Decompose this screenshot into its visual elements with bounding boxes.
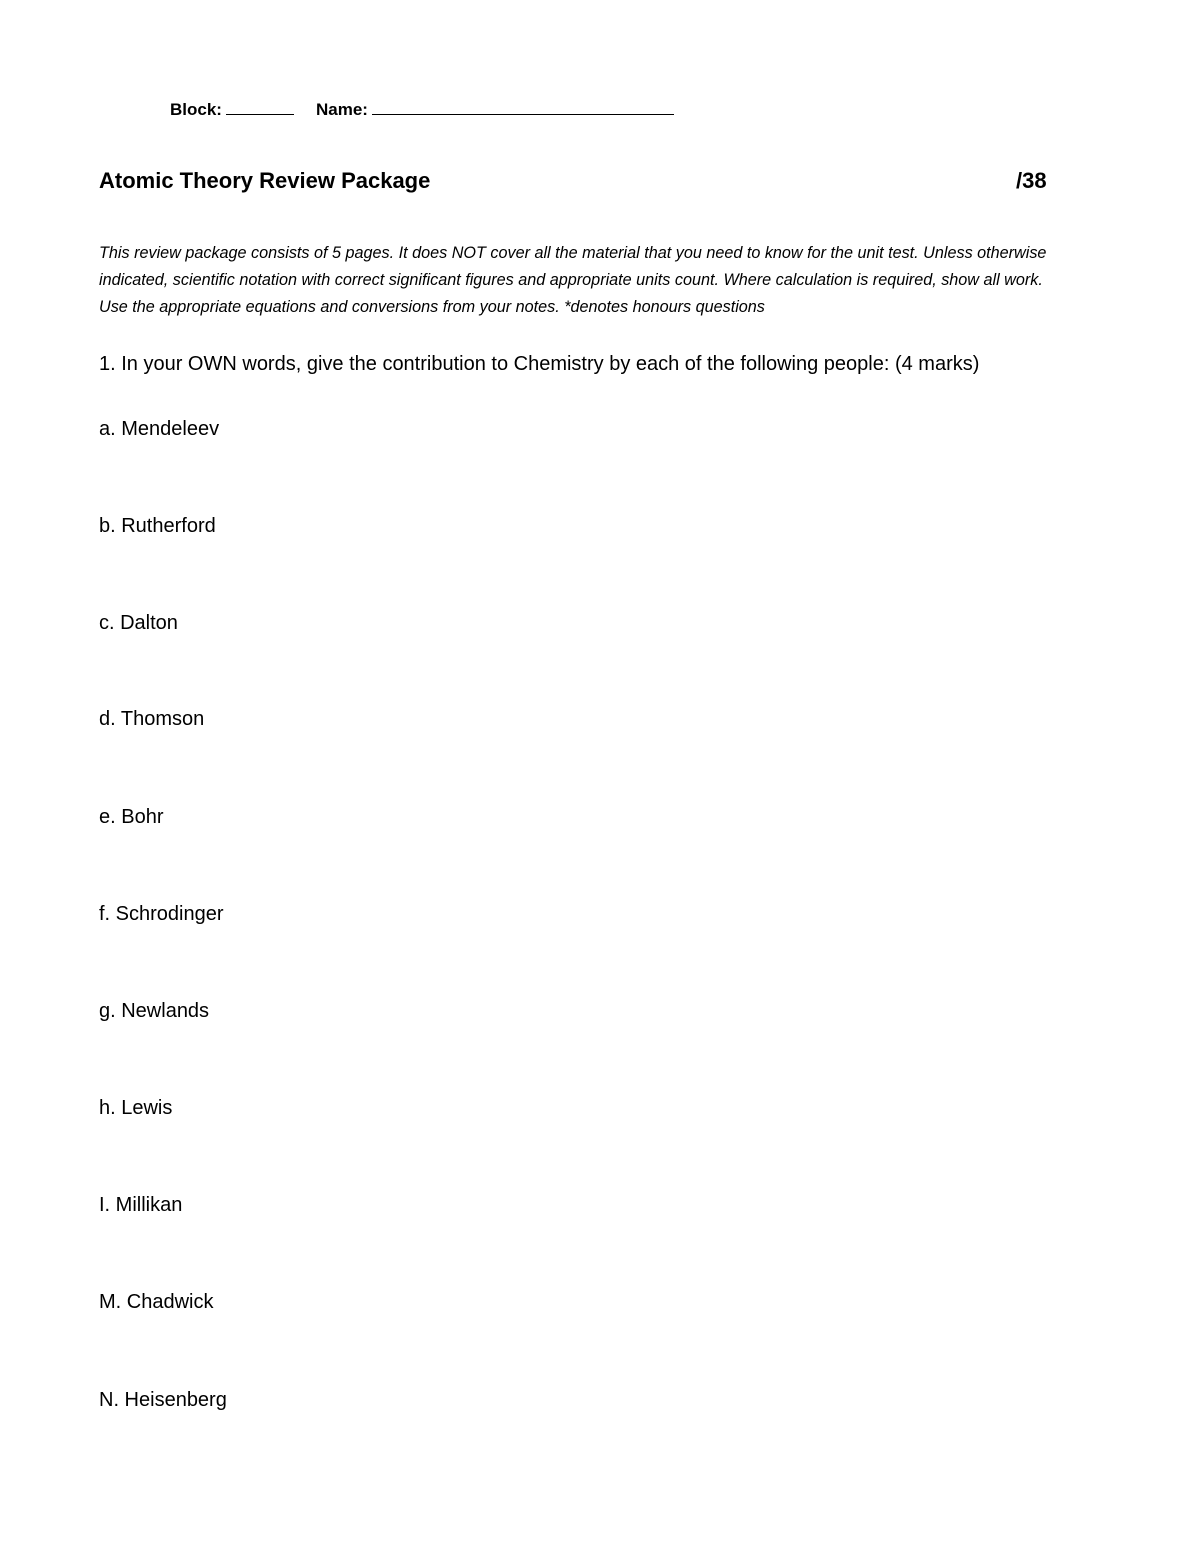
- question-1-item: d. Thomson: [99, 708, 205, 730]
- question-1-item: g. Newlands: [99, 1000, 210, 1022]
- question-1-item: c. Dalton: [99, 612, 178, 634]
- question-1-item: h. Lewis: [99, 1097, 173, 1119]
- student-info-row: [170, 100, 674, 120]
- block-label: Block:: [170, 100, 222, 119]
- question-1-item: e. Bohr: [99, 806, 164, 828]
- question-1-item: f. Schrodinger: [99, 903, 224, 925]
- block-blank-line[interactable]: [226, 100, 294, 115]
- total-marks: /38: [1016, 168, 1047, 193]
- name-blank-line[interactable]: [372, 100, 674, 115]
- question-1-item: I. Millikan: [99, 1194, 183, 1216]
- name-label: Name:: [315, 100, 368, 119]
- question-1-item: N. Heisenberg: [99, 1389, 227, 1411]
- question-1-item: M. Chadwick: [99, 1291, 214, 1313]
- question-1-item: b. Rutherford: [99, 515, 216, 537]
- question-1: 1. In your OWN words, give the contribution to Chemistry by each of the following people: (4 marks): [99, 353, 980, 375]
- instructions-paragraph: This review package consists of 5 pages. It does NOT cover all the material that you need to know for the unit test. Unless otherwise indicated, scientific notation with correct significant figures and appropriate units count. Where calculation is required, show all work. Use the appropriate equations and conversions from your notes. *denotes honours questions: [99, 244, 1047, 316]
- question-1-item: a. Mendeleev: [99, 418, 220, 440]
- page-title: Atomic Theory Review Package: [99, 168, 431, 193]
